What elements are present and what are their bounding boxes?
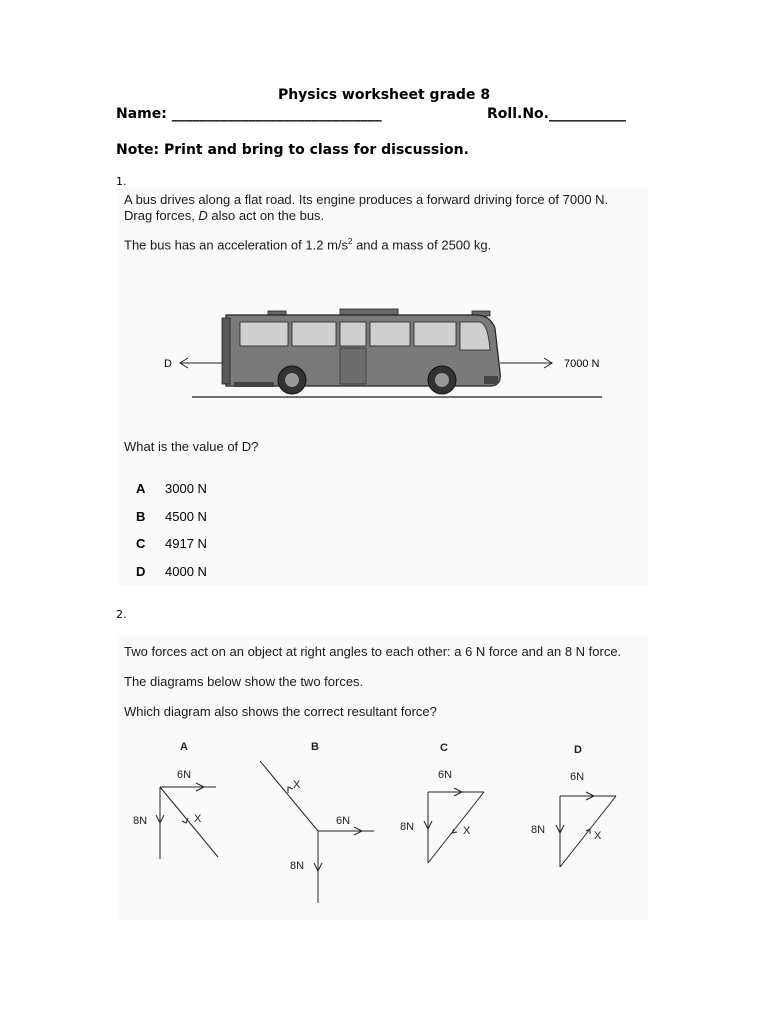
- diagram-c-6n-label: 6N: [438, 769, 453, 781]
- driving-force-label: 7000 N: [564, 358, 600, 370]
- diagram-d: [556, 792, 616, 867]
- diagram-b-x-label: X: [293, 779, 301, 791]
- force-diagrams: [118, 735, 648, 915]
- option-c-letter: C: [136, 536, 146, 551]
- name-field-label: Name: ______________________________: [116, 106, 382, 122]
- diagram-d-x-label: X: [594, 830, 602, 842]
- question-2-line-3: Which diagram also shows the correct resultant force?: [124, 704, 437, 719]
- option-d-value: 4000 N: [165, 564, 207, 579]
- diagram-d-8n-label: 8N: [531, 824, 546, 836]
- option-a-letter: A: [136, 481, 146, 496]
- question-1-line-1: A bus drives along a flat road. Its engine produces a forward driving force of 7000 N.: [124, 192, 609, 207]
- diagram-c-8n-label: 8N: [400, 821, 415, 833]
- diagram-b-letter: B: [311, 741, 319, 753]
- question-2-line-1: Two forces act on an object at right angles to each other: a 6 N force and an 8 N force.: [124, 644, 622, 659]
- page-title: Physics worksheet grade 8: [277, 87, 491, 103]
- bus-figure: [150, 300, 620, 405]
- note-text: Note: Print and bring to class for discussion.: [116, 142, 469, 158]
- diagram-a-6n-label: 6N: [177, 769, 192, 781]
- diagram-b: [260, 761, 374, 903]
- diagram-b-8n-label: 8N: [290, 860, 305, 872]
- roll-number-field-label: Roll.No.___________: [487, 106, 626, 122]
- option-c-value: 4917 N: [165, 536, 207, 551]
- question-2-line-2: The diagrams below show the two forces.: [124, 674, 364, 689]
- option-b-value: 4500 N: [165, 509, 207, 524]
- question-2-number: 2.: [116, 608, 127, 621]
- diagram-a-8n-label: 8N: [133, 815, 148, 827]
- diagram-c-letter: C: [440, 742, 448, 754]
- question-1-line-3: The bus has an acceleration of 1.2 $m/s^2$ and a mass of 2500 kg.: [124, 237, 492, 253]
- question-1-number: 1.: [116, 175, 127, 188]
- diagram-c-x-label: X: [463, 825, 471, 837]
- diagram-d-6n-label: 6N: [570, 771, 585, 783]
- diagram-a-x-label: X: [194, 813, 202, 825]
- diagram-a: [156, 783, 218, 859]
- question-1-line-2: Drag forces, D also act on the bus.: [124, 208, 325, 223]
- question-1-prompt: What is the value of D?: [124, 439, 259, 454]
- option-b-letter: B: [136, 509, 146, 524]
- diagram-c: [424, 788, 484, 863]
- diagram-a-letter: A: [180, 741, 188, 753]
- diagram-b-6n-label: 6N: [336, 815, 351, 827]
- option-a-value: 3000 N: [165, 481, 207, 496]
- option-d-letter: D: [136, 564, 146, 579]
- drag-force-label: D: [164, 358, 172, 370]
- diagram-d-letter: D: [574, 744, 582, 756]
